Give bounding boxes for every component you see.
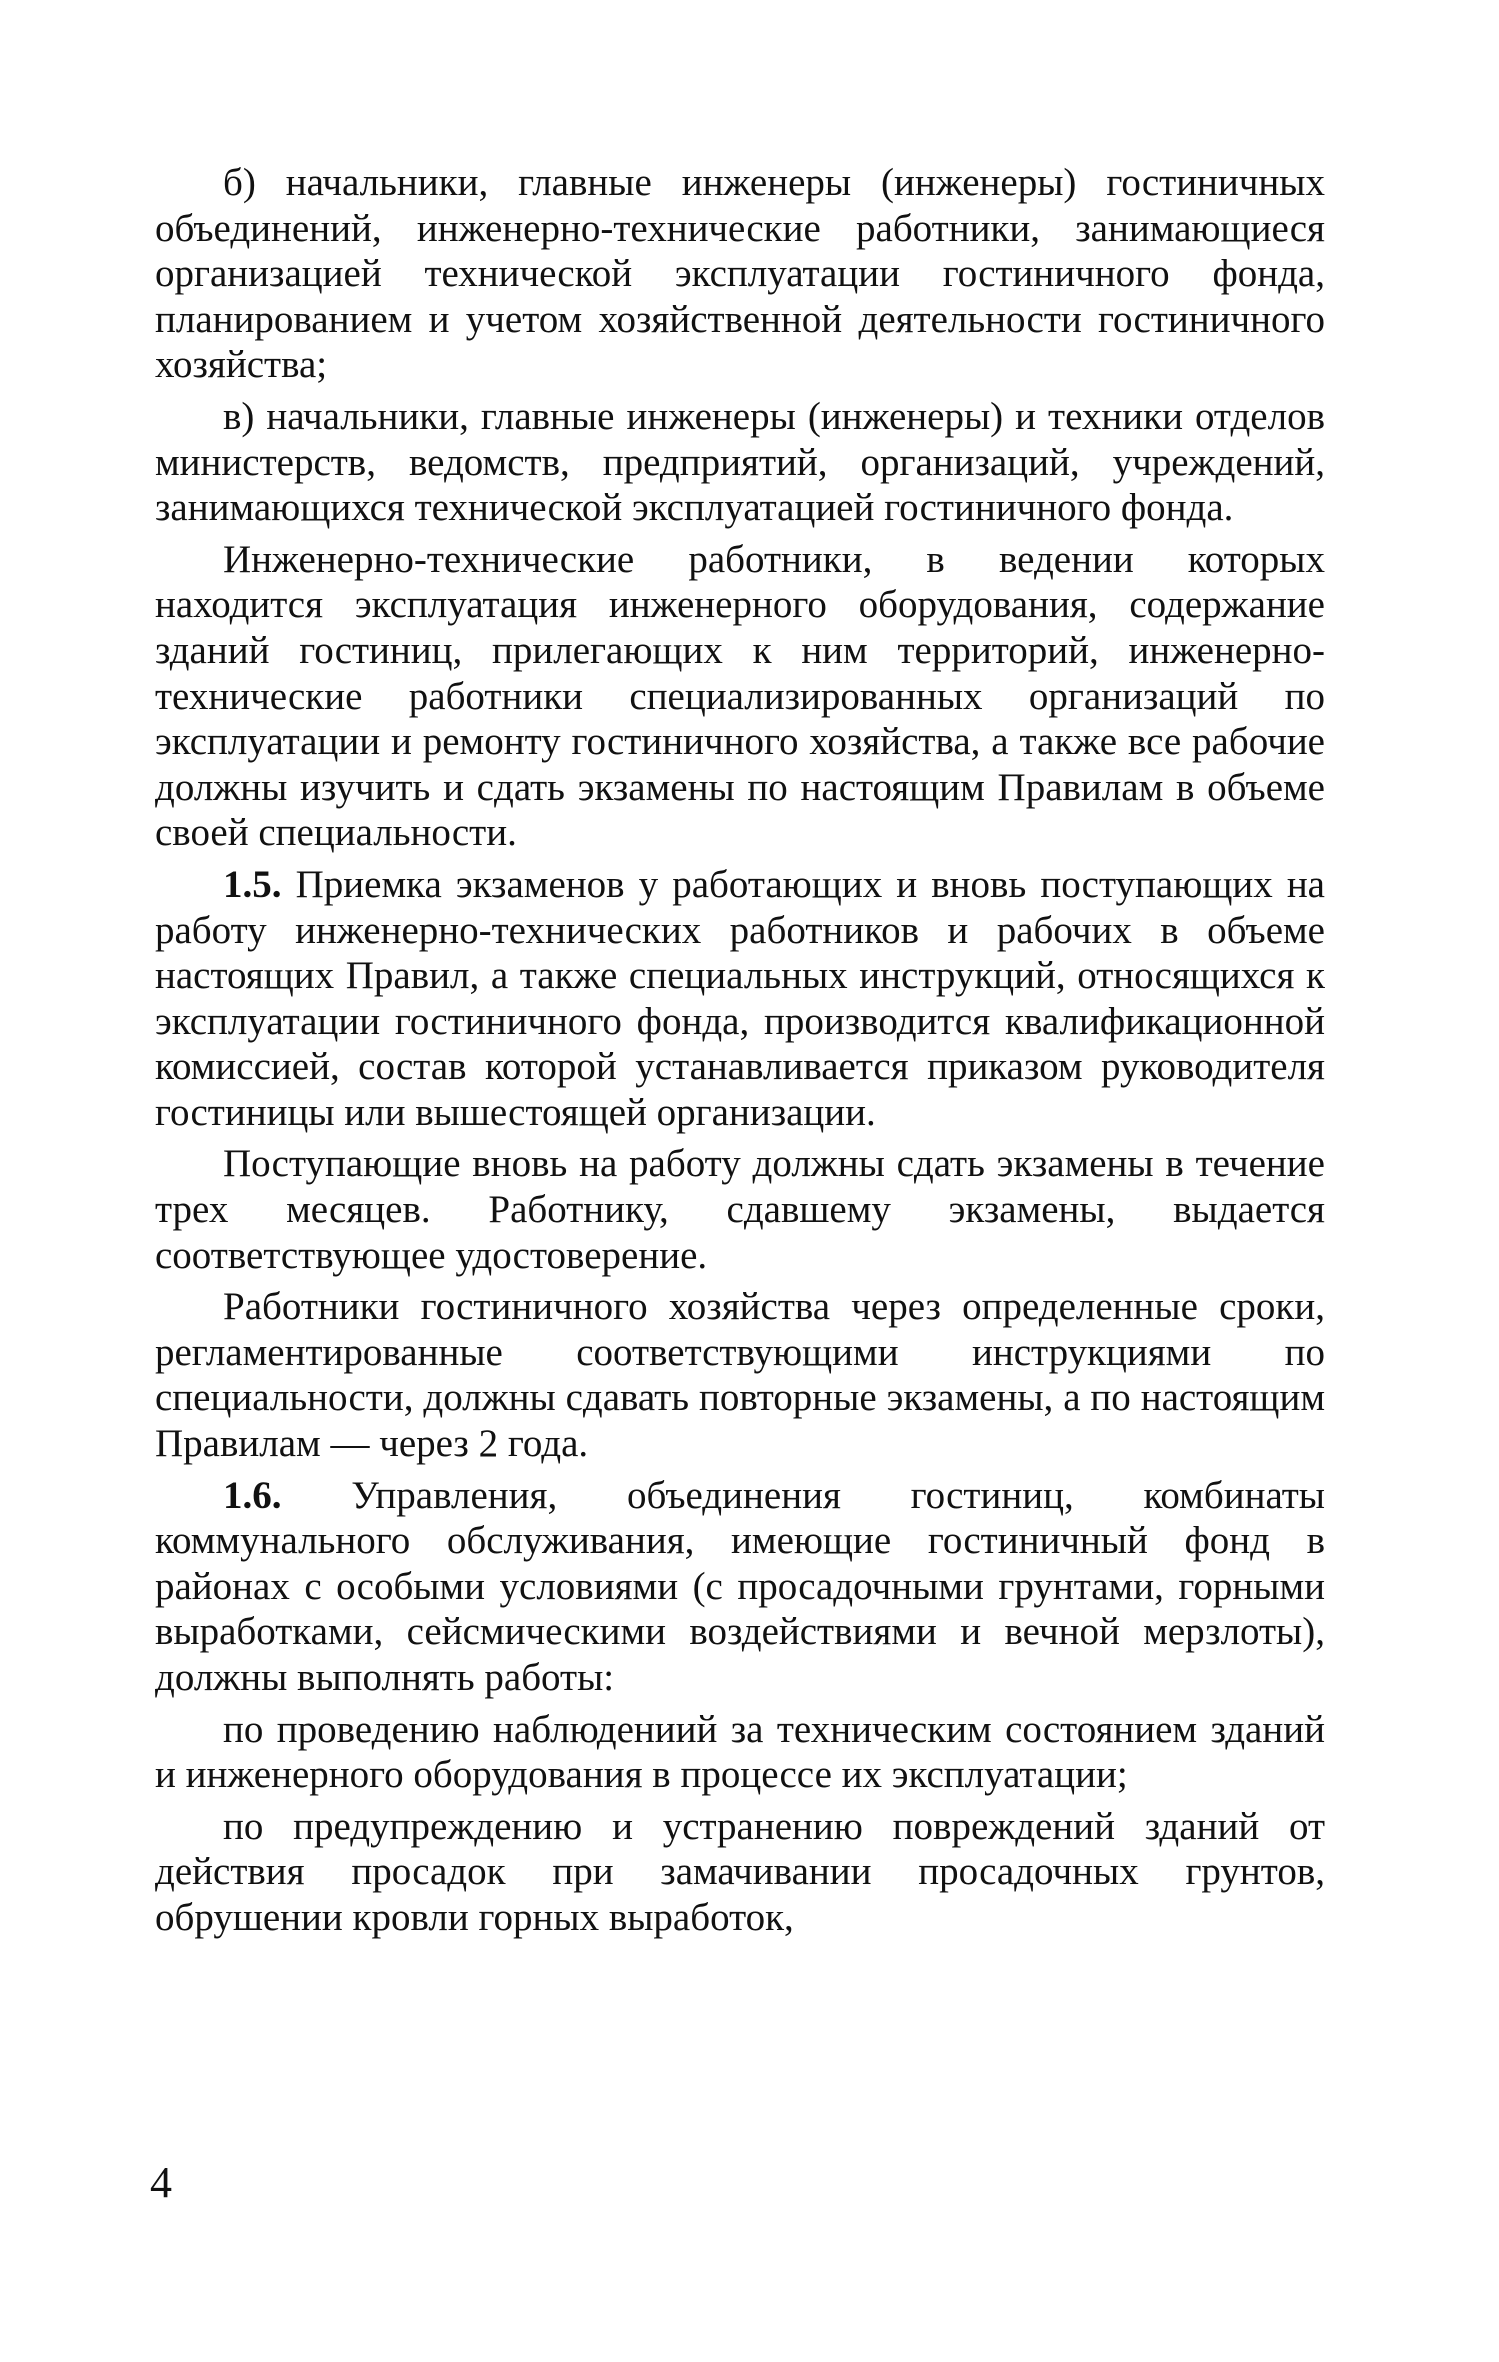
paragraph-new-employees <box>155 1141 1325 1278</box>
paragraph-b <box>155 160 1325 388</box>
body-text <box>155 160 1325 1947</box>
paragraph-text: по проведению наблюдениий за техническим состоянием зданий и инженерного оборудования в процессе их эксплуатации; <box>155 1707 1325 1797</box>
paragraph-text: Поступающие вновь на работу должны сдать экзамены в течение трех месяцев. Работнику, сдавшему экзамены, выдается соответствующее удостоверение. <box>155 1142 1325 1277</box>
paragraph-text: Инженерно-технические работники, в ведении которых находится эксплуатация инженерного оборудования, содержание зданий гостиниц, прилегающих к ним территорий, инженерно-технические работники специализированных организаций по эксплуатации и ремонту гостиничного хозяйства, а также все рабочие должны изучить и сдать экзамены по настоящим Правилам в объеме своей специальности. <box>155 537 1325 855</box>
paragraph-text: Приемка экзаменов у работающих и вновь поступающих на работу инженерно-технических работников и рабочих в объеме настоящих Правил, а также специальных инструкций, относящихся к эксплуатации гостиничного фонда, производится квалификационной комиссией, состав которой устанавливается приказом руководителя гостиницы или вышестоящей организации. <box>155 862 1325 1134</box>
paragraph-text: б) начальники, главные инженеры (инженеры) гостиничных объединений, инженерно-технические работники, занимающиеся организацией технической эксплуатации гостиничного фонда, планированием и учетом хозяйственной деятельности гостиничного хозяйства; <box>155 161 1325 387</box>
paragraph-observations <box>155 1707 1325 1798</box>
section-number: 1.6. <box>223 1473 282 1517</box>
paragraph-1-6 <box>155 1473 1325 1701</box>
paragraph-1-5 <box>155 862 1325 1136</box>
paragraph-text: в) начальники, главные инженеры (инженеры) и техники отделов министерств, ведомств, предприятий, организаций, учреждений, занимающихся технической эксплуатацией гостиничного фонда. <box>155 394 1325 530</box>
paragraph-engineering-staff <box>155 537 1325 856</box>
paragraph-text: по предупреждению и устранению повреждений зданий от действия просадок при замачивании просадочных грунтов, обрушении кровли горных выработок, <box>155 1804 1325 1939</box>
paragraph-v <box>155 394 1325 531</box>
section-number: 1.5. <box>223 862 282 906</box>
paragraph-repeat-exams <box>155 1284 1325 1466</box>
paragraph-text: Работники гостиничного хозяйства через определенные сроки, регламентированные соответствующими инструкциями по специальности, должны сдавать повторные экзамены, а по настоящим Правилам — через 2 года. <box>155 1285 1325 1466</box>
page-number: 4 <box>150 2158 172 2207</box>
paragraph-prevention <box>155 1804 1325 1941</box>
paragraph-text: Управления, объединения гостиниц, комбинаты коммунального обслуживания, имеющие гостиничный фонд в районах с особыми условиями (с просадочными грунтами, горными выработками, сейсмическими воздействиями и вечной мерзлоты), должны выполнять работы: <box>155 1473 1325 1699</box>
